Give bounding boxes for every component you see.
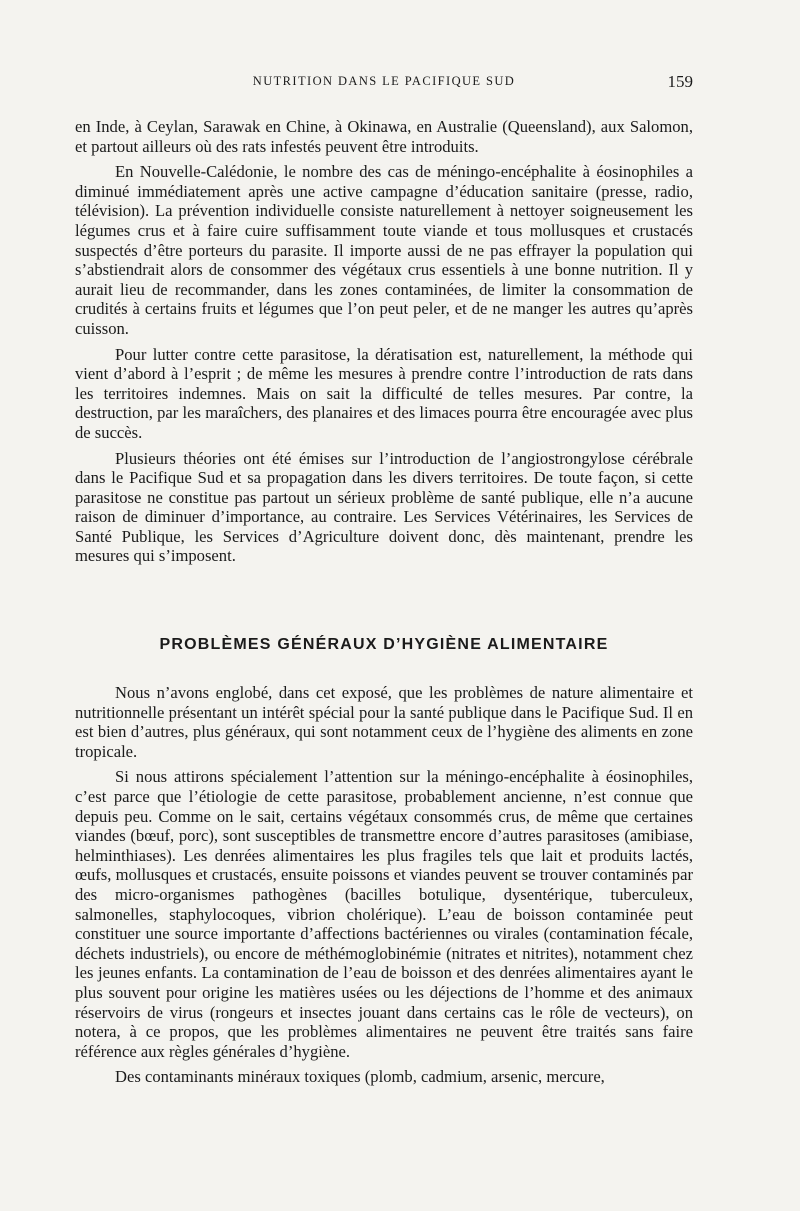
section-heading: PROBLÈMES GÉNÉRAUX D’HYGIÈNE ALIMENTAIRE (159, 636, 609, 653)
paragraph-prevention: En Nouvelle-Calédonie, le nombre des cas de méningo-encéphalite à éosinophiles a diminué immédiatement après une active campagne d’éducation sanitaire (presse, radio, télévision). La prévention individuelle consiste naturellement à nettoyer soigneusement les légumes crus et à faire cuire suffisamment toute viande et tous mollusques et crustacés suspectés d’être porteurs du parasite. Il importe aussi de ne pas effrayer la population qui s’abstiendrait alors de consommer des végétaux crus essentiels à une bonne nutrition. Il y aurait lieu de recommander, dans les zones contaminées, de limiter la consommation de crudités à certains fruits et légumes que l’on peut peler, et de ne manger les autres qu’après cuisson. (75, 162, 693, 338)
paragraph-continuation: en Inde, à Ceylan, Sarawak en Chine, à Okinawa, en Australie (Queensland), aux Salomon, et partout ailleurs où des rats infestés peuvent être introduits. (75, 117, 693, 156)
paragraph-contamination: Si nous attirons spécialement l’attention sur la méningo-encéphalite à éosinophiles, c’est parce que l’étiologie de cette parasitose, probablement ancienne, n’est connue que depuis peu. Comme on le sait, certains végétaux consommés crus, de même que certaines viandes (bœuf, porc), sont susceptibles de transmettre encore d’autres parasitoses (amibiase, helminthiases). Les denrées alimentaires les plus fragiles tels que lait et produits lactés, œufs, mollusques et crustacés, ensuite poissons et viandes peuvent se trouver contaminés par des micro-organismes pathogènes (bacilles botulique, dysentérique, tuberculeux, salmonelles, staphylocoques, vibrion cholérique). L’eau de boisson contaminée peut constituer une source importante d’affections bactériennes ou virales (contamination fécale, déchets industriels), ou encore de méthémoglobinémie (nitrates et nitrites), notamment chez les jeunes enfants. La contamination de l’eau de boisson et des denrées alimentaires ayant le plus souvent pour origine les matières usées ou les déjections de l’homme et des animaux réservoirs de virus (rongeurs et insectes jouant dans certains cas le rôle de vecteurs), on notera, à ce propos, que les problèmes alimentaires ne peuvent être traités sans faire référence aux règles générales d’hygiène. (75, 767, 693, 1061)
running-title: NUTRITION DANS LE PACIFIQUE SUD (252, 74, 516, 88)
page-number: 159 (667, 72, 693, 91)
running-header (75, 72, 693, 94)
paragraph-mineral-contaminants: Des contaminants minéraux toxiques (plomb, cadmium, arsenic, mercure, (115, 1067, 605, 1087)
paragraph-theories: Plusieurs théories ont été émises sur l’introduction de l’angiostrongylose cérébrale dans le Pacifique Sud et sa propagation dans les divers territoires. De toute façon, si cette parasitose ne constitue pas partout un sérieux problème de santé publique, elle n’a aucune raison de diminuer d’importance, au contraire. Les Services Vétérinaires, les Services de Santé Publique, les Services d’Agriculture doivent donc, dès maintenant, prendre les mesures qui s’imposent. (75, 448, 693, 566)
section-1-text (75, 117, 693, 572)
paragraph-deratisation: Pour lutter contre cette parasitose, la dératisation est, naturellement, la méthode qui vient d’abord à l’esprit ; de même les mesures à prendre contre l’introduction de rats dans les territoires indemnes. Mais on sait la difficulté de telles mesures. Par contre, la destruction, par les maraîchers, des planaires et des limaces pourra être encouragée avec plus de succès. (75, 344, 693, 442)
paragraph-intro: Nous n’avons englobé, dans cet exposé, que les problèmes de nature alimentaire et nutritionnelle présentant un intérêt spécial pour la santé publique dans le Pacifique Sud. Il en est bien d’autres, plus généraux, qui sont notamment ceux de l’hygiène des aliments en zone tropicale. (75, 683, 693, 761)
section-2-text (75, 683, 693, 1093)
